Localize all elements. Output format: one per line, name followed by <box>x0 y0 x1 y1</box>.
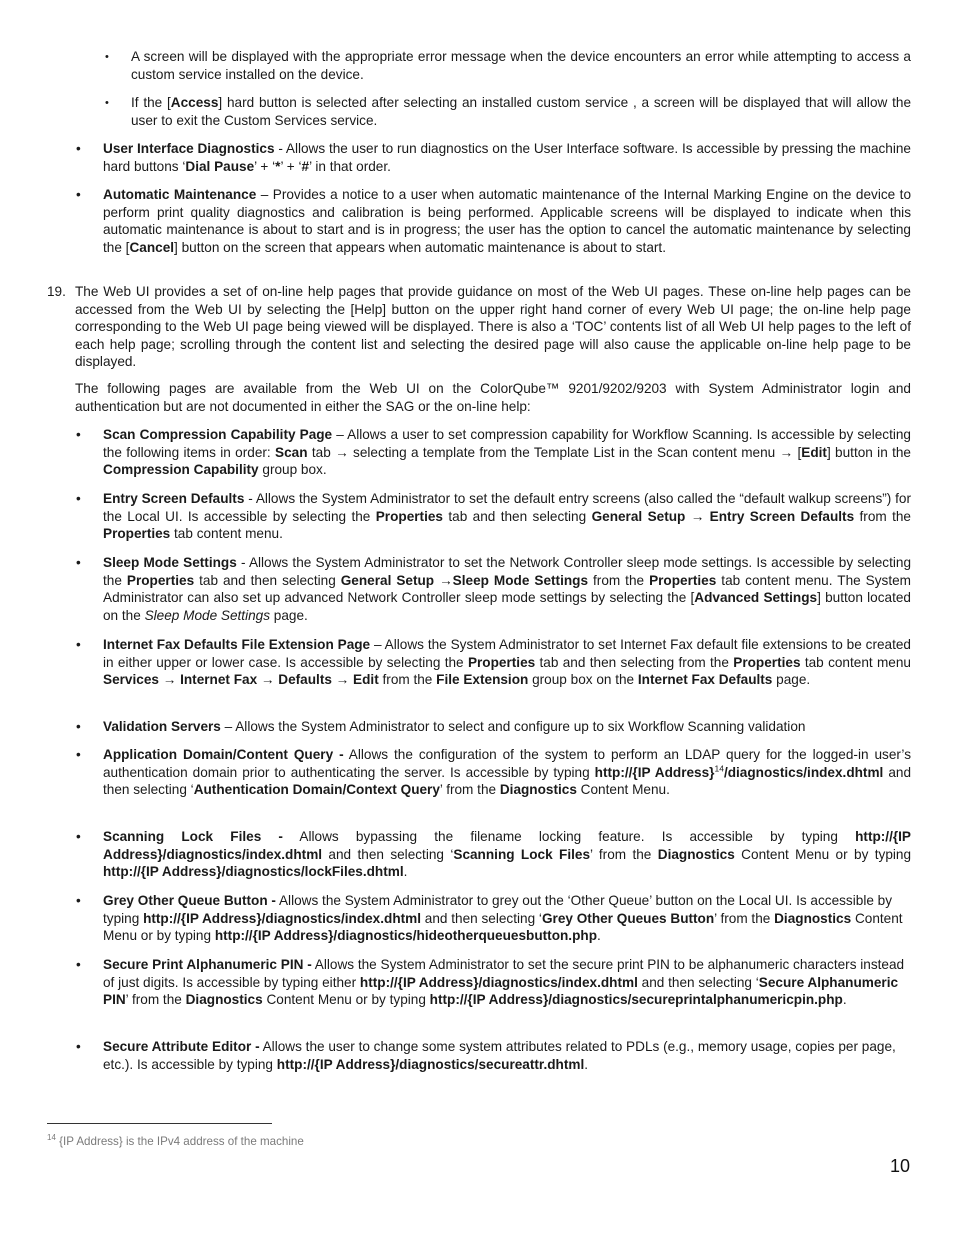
bullet-validation-servers: Validation Servers – Allows the System Administrator to select and configure up to six Workflow Scanning validation <box>103 719 806 734</box>
bullet-dot: • <box>76 555 81 570</box>
bullet-scanning-lock-files: Scanning Lock Files - Allows bypassing the filename locking feature. Is accessible by typing http://{IP Address}/diagnostics/index.dhtml and then selecting ‘Scanning Lock Files’ from the Diagnostics Content Menu or by typing http://{IP Address}/diagnostics/lockFiles.dhtml. <box>103 829 912 880</box>
footnote-divider <box>47 1123 272 1124</box>
bullet-dot: • <box>76 719 81 734</box>
bullet-dot: • <box>76 427 81 442</box>
bullet-secure-print-pin: Secure Print Alphanumeric PIN - Allows the System Administrator to set the secure print PIN to be alphanumeric characters instead of just digits. Is accessible by typing either http://{IP Address}/diagnostics/index.dhtml and then selecting ‘Secure Alphanumeric PIN’ from the Diagnostics Content Menu or by typing http://{IP Address}/diagnostics/secureprintalphanumericpin.php. <box>103 957 905 1008</box>
sub-bullet-access-button: If the [Access] hard button is selected after selecting an installed custom service , a screen will be displayed that will allow the user to exit the Custom Services service. <box>131 95 912 128</box>
bullet-dot: • <box>76 893 81 908</box>
footnote-reference: 14 <box>714 763 724 774</box>
sub-bullet-error-screen: A screen will be displayed with the appropriate error message when the device encounters an error while attempting to access a custom service installed on the device. <box>131 49 911 82</box>
sub-bullet-dot: • <box>105 51 109 63</box>
bullet-internet-fax-defaults: Internet Fax Defaults File Extension Page – Allows the System Administrator to set Internet Fax default file extensions to be created in either upper or lower case. Is accessible by selecting the Properties tab and then selecting from the Properties tab content menu Services → Internet Fax → Defaults → Edit from the File Extension group box on the Internet Fax Defaults page. <box>103 637 911 688</box>
bullet-dot: • <box>76 957 81 972</box>
bullet-application-domain: Application Domain/Content Query - Allows the configuration of the system to perform an LDAP query for the logged-in user’s authentication domain prior to authenticating the server. Is accessible by typing http://{IP Address}$^{14}$/diagnostics/index.dhtml and then selecting ‘Authentication Domain/Context Query’ from the Diagnostics Content Menu. <box>103 747 911 798</box>
bullet-dot: • <box>76 829 81 844</box>
bullet-dot: • <box>76 747 81 762</box>
bullet-dot: • <box>76 491 81 506</box>
item19-paragraph-1: The Web UI provides a set of on-line help pages that provide guidance on most of the Web UI pages. These on-line help pages can be accessed from the Web UI by selecting the [Help] button on the upper right hand corner of every Web UI page; the on-line help page corresponding to the Web UI page being viewed will be displayed. There is also a ‘TOC’ contents list of all Web UI help pages to the left of each help page; scrolling through the content list and selecting the desired page will also cause the applicable on-line help page to be displayed. <box>75 284 911 370</box>
page-number: 10 <box>890 1156 911 1176</box>
bullet-dot: • <box>76 1039 81 1054</box>
bullet-sleep-mode-settings: Sleep Mode Settings - Allows the System Administrator to set the Network Controller sleep mode settings. Is accessible by selecting the Properties tab and then selecting General Setup →Sleep Mode Settings from the Properties tab content menu. The System Administrator can also set up advanced Network Controller sleep mode settings by selecting the [Advanced Settings] button located on the Sleep Mode Settings page. <box>103 555 912 623</box>
bullet-dot: • <box>76 141 81 156</box>
footnote: $^{14}$ {IP Address} is the IPv4 address of the machine <box>47 1133 304 1148</box>
bullet-secure-attribute-editor: Secure Attribute Editor - Allows the user to change some system attributes related to PDLs (e.g., memory usage, copies per page, etc.). Is accessible by typing http://{IP Address}/diagnostics/secureattr.dhtml. <box>103 1039 896 1072</box>
list-number: 19. <box>47 284 66 299</box>
bullet-scan-compression: Scan Compression Capability Page – Allows a user to set compression capability for Workflow Scanning. Is accessible by selecting the following items in order: Scan tab → selecting a template from the Template List in the Scan content menu → [Edit] button in the Compression Capability group box. <box>103 427 911 478</box>
sub-bullet-dot: • <box>105 97 109 109</box>
bullet-entry-screen-defaults: Entry Screen Defaults - Allows the System Administrator to set the default entry screens (also called the “default walkup screens”) for the Local UI. Is accessible by selecting the Properties tab and then selecting General Setup → Entry Screen Defaults from the Properties tab content menu. <box>103 491 911 542</box>
bullet-automatic-maintenance: Automatic Maintenance – Provides a notice to a user when automatic maintenance of the Internal Marking Engine on the device to perform print quality diagnostics and calibration is being performed. Applicable screens will be displayed to indicate when this automatic maintenance is about to start and is in progress; the user has the option to cancel the automatic maintenance by selecting the [Cancel] button on the screen that appears when automatic maintenance is about to start. <box>103 187 912 255</box>
item19-paragraph-2: The following pages are available from the Web UI on the ColorQube™ 9201/9202/9203 with System Administrator login and authentication but are not documented in either the SAG or the on-line help: <box>75 381 911 414</box>
bullet-dot: • <box>76 187 81 202</box>
bullet-grey-other-queue: Grey Other Queue Button - Allows the System Administrator to grey out the ‘Other Queue’ button on the Local UI. Is accessible by typing http://{IP Address}/diagnostics/index.dhtml and then selecting ‘Grey Other Queues Button’ from the Diagnostics Content Menu or by typing http://{IP Address}/diagnostics/hideotherqueuesbutton.php. <box>103 893 903 944</box>
bullet-ui-diagnostics: User Interface Diagnostics - Allows the user to run diagnostics on the User Interface software. Is accessible by pressing the machine hard buttons ‘Dial Pause’ + ‘*’ + ‘#’ in that order. <box>103 141 911 174</box>
bullet-dot: • <box>76 637 81 652</box>
